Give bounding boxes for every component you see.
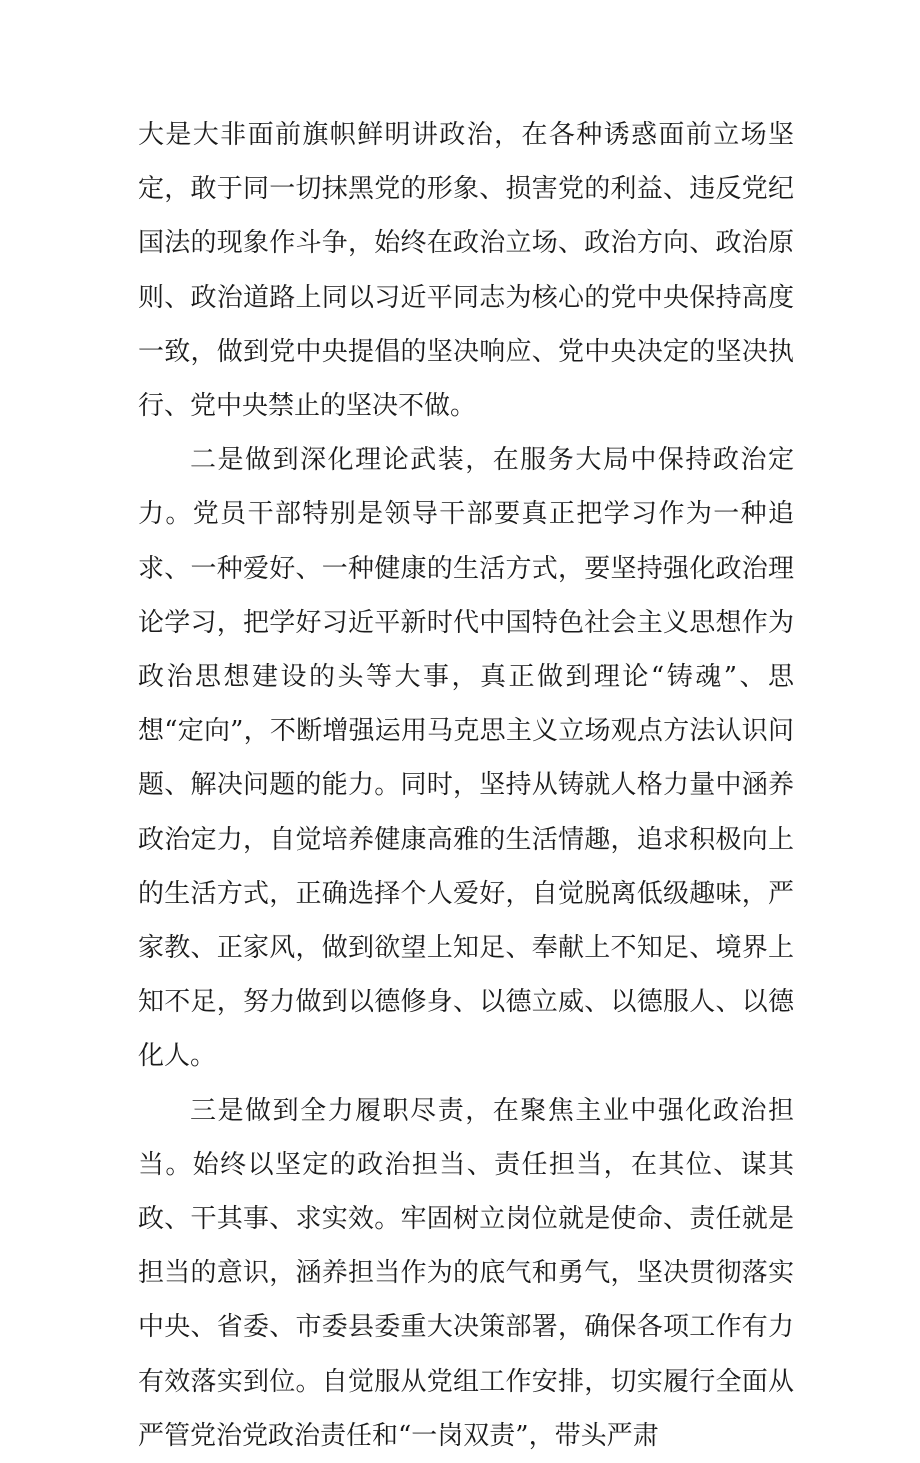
document-body xyxy=(138,108,794,1463)
paragraph-1: 大是大非面前旗帜鲜明讲政治，在各种诱惑面前立场坚定，敢于同一切抹黑党的形象、损害党的利益、违反党纪国法的现象作斗争，始终在政治立场、政治方向、政治原则、政治道路上同以习近平同志为核心的党中央保持高度一致，做到党中央提倡的坚决响应、党中央决定的坚决执行、党中央禁止的坚决不做。 xyxy=(138,120,794,422)
paragraph-3: 三是做到全力履职尽责，在聚焦主业中强化政治担当。始终以坚定的政治担当、责任担当，在其位、谋其政、干其事、求实效。牢固树立岗位就是使命、责任就是担当的意识，涵养担当作为的底气和勇气，坚决贯彻落实中央、省委、市委县委重大决策部署，确保各项工作有力有效落实到位。自觉服从党组工作安排，切实履行全面从严管党治党政治责任和“一岗双责”，带头严肃 xyxy=(138,1095,794,1451)
paragraph-2: 二是做到深化理论武装，在服务大局中保持政治定力。党员干部特别是领导干部要真正把学习作为一种追求、一种爱好、一种健康的生活方式，要坚持强化政治理论学习，把学好习近平新时代中国特色社会主义思想作为政治思想建设的头等大事，真正做到理论“铸魂”、思想“定向”，不断增强运用马克思主义立场观点方法认识问题、解决问题的能力。同时，坚持从铸就人格力量中涵养政治定力，自觉培养健康高雅的生活情趣，追求积极向上的生活方式，正确选择个人爱好，自觉脱离低级趣味，严家教、正家风，做到欲望上知足、奉献上不知足、境界上知不足，努力做到以德修身、以德立威、以德服人、以德化人。 xyxy=(138,445,794,1072)
